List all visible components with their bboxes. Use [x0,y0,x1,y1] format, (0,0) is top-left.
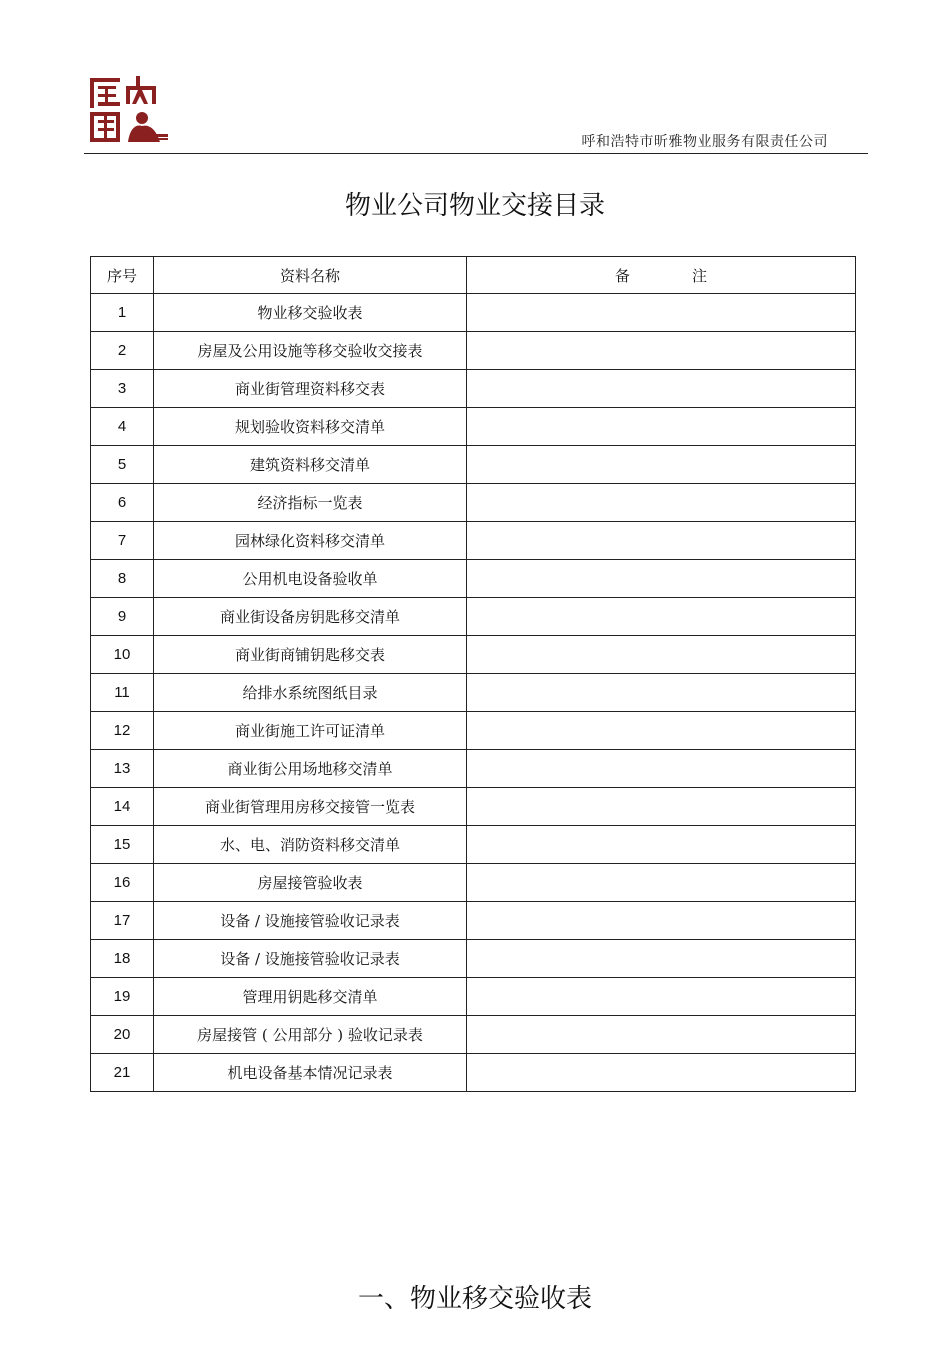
row-note-cell [467,826,856,864]
table-body [91,294,856,1092]
row-number-cell: 4 [91,408,154,446]
row-number-cell: 17 [91,902,154,940]
row-name-cell: 商业街管理用房移交接管一览表 [154,788,467,826]
row-note-cell [467,484,856,522]
row-name-cell: 商业街设备房钥匙移交清单 [154,598,467,636]
column-header-note-char-2: 注 [692,266,708,285]
table-row [91,674,856,712]
table-row [91,636,856,674]
row-name-cell: 水、电、消防资料移交清单 [154,826,467,864]
row-number-cell: 8 [91,560,154,598]
row-note-cell [467,522,856,560]
row-number-cell: 20 [91,1016,154,1054]
row-number-cell: 18 [91,940,154,978]
row-note-cell [467,864,856,902]
row-note-cell [467,674,856,712]
row-note-cell [467,940,856,978]
table-row [91,864,856,902]
table-row [91,598,856,636]
row-note-cell [467,978,856,1016]
table-row [91,484,856,522]
row-name-cell: 管理用钥匙移交清单 [154,978,467,1016]
row-note-cell [467,902,856,940]
row-name-cell: 设备 / 设施接管验收记录表 [154,940,467,978]
row-note-cell [467,408,856,446]
row-number-cell: 7 [91,522,154,560]
table-row [91,560,856,598]
table-row [91,788,856,826]
column-header-number: 序号 [91,257,154,294]
row-name-cell: 商业街管理资料移交表 [154,370,467,408]
table-row [91,712,856,750]
table-row [91,1054,856,1092]
row-note-cell [467,446,856,484]
row-note-cell [467,788,856,826]
row-note-cell [467,598,856,636]
row-number-cell: 21 [91,1054,154,1092]
table-row [91,902,856,940]
row-name-cell: 园林绿化资料移交清单 [154,522,467,560]
row-name-cell: 机电设备基本情况记录表 [154,1054,467,1092]
row-number-cell: 11 [91,674,154,712]
row-note-cell [467,560,856,598]
row-note-cell [467,370,856,408]
row-name-cell: 经济指标一览表 [154,484,467,522]
row-number-cell: 10 [91,636,154,674]
company-name: 呼和浩特市昕雅物业服务有限责任公司 [581,134,828,150]
row-name-cell: 商业街公用场地移交清单 [154,750,467,788]
row-name-cell: 房屋接管 ( 公用部分 ) 验收记录表 [154,1016,467,1054]
table-row [91,446,856,484]
row-name-cell: 物业移交验收表 [154,294,467,332]
row-note-cell [467,636,856,674]
row-name-cell: 商业街施工许可证清单 [154,712,467,750]
row-note-cell [467,712,856,750]
table-row [91,408,856,446]
row-name-cell: 规划验收资料移交清单 [154,408,467,446]
table-row [91,750,856,788]
handover-catalog-table [90,256,856,1092]
section-title: 一、物业移交验收表 [357,1284,592,1314]
company-logo [88,74,172,146]
row-number-cell: 15 [91,826,154,864]
table-row [91,522,856,560]
row-note-cell [467,294,856,332]
row-name-cell: 给排水系统图纸目录 [154,674,467,712]
table-row [91,332,856,370]
table-row [91,370,856,408]
table-row [91,294,856,332]
row-number-cell: 16 [91,864,154,902]
column-header-note-char-1: 备 [614,266,630,285]
row-name-cell: 商业街商铺钥匙移交表 [154,636,467,674]
row-note-cell [467,1016,856,1054]
row-number-cell: 13 [91,750,154,788]
header-divider [84,153,868,154]
row-number-cell: 2 [91,332,154,370]
row-number-cell: 5 [91,446,154,484]
table-row [91,940,856,978]
table-row [91,826,856,864]
table-row [91,978,856,1016]
row-number-cell: 19 [91,978,154,1016]
column-header-name: 资料名称 [154,257,467,294]
table-header-row [91,257,856,294]
row-number-cell: 6 [91,484,154,522]
row-name-cell: 建筑资料移交清单 [154,446,467,484]
document-title: 物业公司物业交接目录 [344,191,605,221]
row-number-cell: 9 [91,598,154,636]
row-name-cell: 房屋接管验收表 [154,864,467,902]
column-header-note [467,257,856,294]
row-number-cell: 14 [91,788,154,826]
row-number-cell: 1 [91,294,154,332]
row-note-cell [467,332,856,370]
row-note-cell [467,750,856,788]
row-number-cell: 3 [91,370,154,408]
row-note-cell [467,1054,856,1092]
row-number-cell: 12 [91,712,154,750]
row-name-cell: 房屋及公用设施等移交验收交接表 [154,332,467,370]
row-name-cell: 设备 / 设施接管验收记录表 [154,902,467,940]
table-row [91,1016,856,1054]
row-name-cell: 公用机电设备验收单 [154,560,467,598]
